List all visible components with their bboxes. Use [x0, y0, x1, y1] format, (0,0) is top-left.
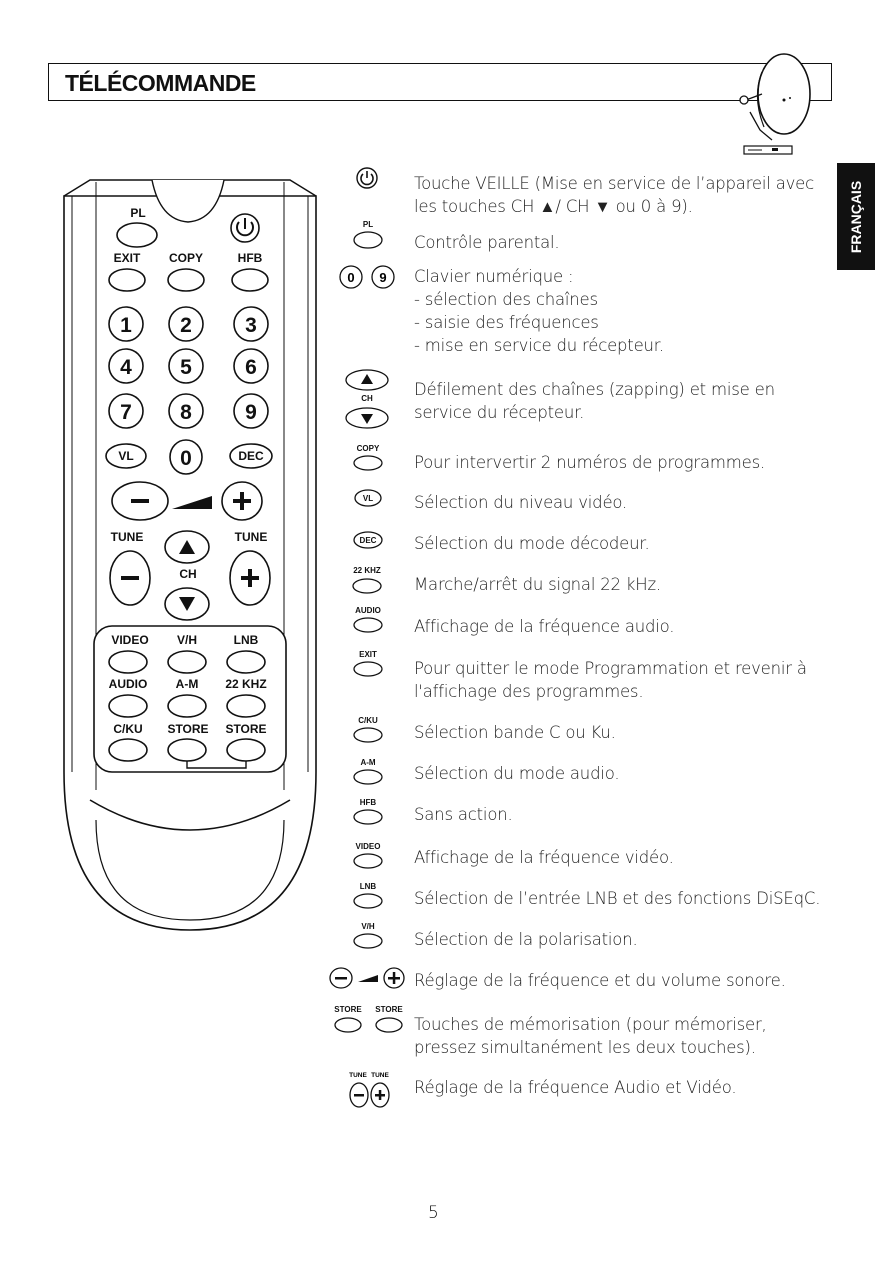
language-tab	[837, 163, 875, 270]
legend-lnb-button	[350, 880, 386, 912]
svg-text:VIDEO: VIDEO	[355, 842, 381, 851]
svg-text:LNB: LNB	[359, 882, 377, 891]
tune-right-label: TUNE	[234, 530, 268, 544]
legend-exit-button	[350, 648, 386, 680]
store-left-button[interactable]	[168, 739, 206, 761]
lnb-button[interactable]	[227, 651, 265, 673]
legend-description: Sans action.	[414, 805, 513, 824]
svg-text:3: 3	[245, 314, 257, 337]
svg-text:CH: CH	[361, 394, 373, 403]
legend-description: Réglage de la fréquence et du volume sonore.	[414, 971, 786, 990]
page-number: 5	[428, 1203, 439, 1223]
svg-text:9: 9	[245, 401, 257, 424]
legend-hfb-button	[350, 796, 386, 828]
digit-7-button[interactable]	[109, 394, 143, 428]
legend-audio-button	[350, 604, 386, 636]
cku-label: C/KU	[113, 722, 143, 736]
svg-text:TUNE: TUNE	[371, 1072, 389, 1079]
22khz-button[interactable]	[227, 695, 265, 717]
svg-text:STORE: STORE	[334, 1005, 362, 1014]
hfb-button[interactable]	[232, 269, 268, 291]
svg-text:VL: VL	[362, 494, 374, 503]
svg-text:2: 2	[180, 314, 192, 337]
svg-text:9: 9	[379, 270, 387, 285]
svg-text:C/KU: C/KU	[358, 716, 378, 725]
store-right-label: STORE	[225, 722, 267, 736]
svg-text:EXIT: EXIT	[359, 650, 377, 659]
22khz-label: 22 KHZ	[225, 677, 267, 691]
digit-2-button[interactable]	[169, 307, 203, 341]
svg-text:VL: VL	[118, 449, 134, 463]
language-tab-label: FRANÇAIS	[848, 180, 864, 253]
legend-cku-button	[350, 714, 386, 746]
legend-tune-keys	[347, 1069, 393, 1109]
svg-text:HFB: HFB	[359, 798, 377, 807]
svg-text:1: 1	[120, 314, 132, 337]
svg-text:COPY: COPY	[356, 444, 380, 453]
legend-vl-button	[350, 486, 386, 510]
legend-description: Réglage de la fréquence Audio et Vidéo.	[414, 1078, 737, 1097]
title-box	[48, 63, 832, 101]
legend-description: Pour intervertir 2 numéros de programmes.	[414, 453, 766, 472]
tune-left-label: TUNE	[110, 530, 144, 544]
satellite-dish-illustration	[732, 52, 812, 164]
exit-button[interactable]	[109, 269, 145, 291]
legend-description: Pour quitter le mode Programmation et revenir à l'affichage des programmes.	[414, 659, 807, 701]
svg-text:TUNE: TUNE	[349, 1072, 367, 1079]
audio-button[interactable]	[109, 695, 147, 717]
ch-label: CH	[179, 567, 197, 581]
am-label: A-M	[175, 677, 199, 691]
svg-text:8: 8	[180, 401, 192, 424]
tune-up-button[interactable]	[230, 551, 270, 605]
legend-description: Sélection bande C ou Ku.	[414, 723, 616, 742]
svg-text:4: 4	[120, 356, 132, 379]
svg-text:7: 7	[120, 401, 132, 424]
volume-up-button[interactable]	[222, 482, 262, 520]
legend-vh-button	[350, 920, 386, 952]
pl-button[interactable]	[117, 223, 157, 247]
legend-description: Défilement des chaînes (zapping) et mise en service du récepteur.	[414, 380, 775, 422]
svg-text:AUDIO: AUDIO	[355, 606, 381, 615]
pl-label: PL	[130, 206, 146, 220]
digit-4-button[interactable]	[109, 349, 143, 383]
svg-text:DEC: DEC	[238, 449, 264, 463]
legend-description: Sélection du mode audio.	[414, 764, 620, 783]
video-button[interactable]	[109, 651, 147, 673]
legend-description: Touche VEILLE (Mise en service de l’appareil avec les touches CH ▲/ CH ▼ ou 0 à 9).	[414, 174, 814, 216]
legend-description: Sélection de la polarisation.	[414, 930, 638, 949]
legend-dec-button	[350, 528, 386, 552]
legend-description: Sélection de l’entrée LNB et des fonctions DiSEqC.	[414, 889, 821, 908]
tune-down-button[interactable]	[110, 551, 150, 605]
legend-description: Touches de mémorisation (pour mémoriser, pressez simultanément les deux touches).	[414, 1015, 767, 1057]
digit-1-button[interactable]	[109, 307, 143, 341]
legend-ch-buttons	[343, 368, 391, 432]
lnb-label: LNB	[233, 633, 259, 647]
legend-description: Contrôle parental.	[414, 233, 560, 252]
hfb-label: HFB	[237, 251, 263, 265]
store-right-button[interactable]	[227, 739, 265, 761]
digit-8-button[interactable]	[169, 394, 203, 428]
ch-up-button[interactable]	[165, 531, 209, 563]
legend-video-button	[350, 840, 386, 872]
legend-description: Sélection du mode décodeur.	[414, 534, 650, 553]
audio-label: AUDIO	[108, 677, 148, 691]
copy-button[interactable]	[168, 269, 204, 291]
svg-text:0: 0	[347, 270, 355, 285]
svg-text:A-M: A-M	[360, 758, 376, 767]
legend-22khz-button	[349, 564, 385, 598]
legend-description: Affichage de la fréquence audio.	[414, 617, 675, 636]
power-button[interactable]	[231, 214, 259, 242]
legend-description: Affichage de la fréquence vidéo.	[414, 848, 674, 867]
volume-down-button[interactable]	[112, 482, 168, 520]
am-button[interactable]	[168, 695, 206, 717]
cku-button[interactable]	[109, 739, 147, 761]
store-left-label: STORE	[167, 722, 209, 736]
svg-text:STORE: STORE	[375, 1005, 403, 1014]
vl-button[interactable]	[106, 444, 146, 468]
legend-description: Sélection du niveau vidéo.	[414, 493, 628, 512]
vh-label: V/H	[176, 633, 198, 647]
ch-down-button[interactable]	[165, 588, 209, 620]
digit-6-button[interactable]	[234, 349, 268, 383]
digit-0-button[interactable]	[170, 440, 202, 474]
legend-power-icon	[355, 166, 379, 190]
digit-3-button[interactable]	[234, 307, 268, 341]
exit-label: EXIT	[113, 251, 141, 265]
dec-button[interactable]	[230, 444, 272, 468]
legend-description: Marche/arrêt du signal 22 kHz.	[414, 575, 661, 594]
svg-text:0: 0	[180, 447, 192, 470]
digit-5-button[interactable]	[169, 349, 203, 383]
svg-text:PL: PL	[362, 220, 374, 229]
remote-control-diagram	[60, 160, 320, 940]
legend-am-button	[350, 756, 386, 788]
svg-text:6: 6	[245, 356, 257, 379]
legend-pl-button	[350, 218, 386, 252]
legend-description: Clavier numérique : - sélection des chaînes - saisie des fréquences - mise en service du récepteur.	[414, 267, 664, 355]
minus-icon	[131, 499, 149, 503]
minus-icon	[121, 576, 139, 580]
svg-text:DEC: DEC	[359, 536, 377, 545]
svg-text:V/H: V/H	[361, 922, 375, 931]
video-label: VIDEO	[111, 633, 149, 647]
legend-volume-keys	[328, 966, 408, 990]
legend-store-keys	[332, 1003, 406, 1037]
svg-text:22 KHZ: 22 KHZ	[353, 566, 381, 575]
page-title: TÉLÉCOMMANDE	[65, 70, 256, 96]
digit-9-button[interactable]	[234, 394, 268, 428]
legend-copy-button	[350, 442, 386, 474]
vh-button[interactable]	[168, 651, 206, 673]
svg-text:5: 5	[180, 356, 192, 379]
legend-digit-keys	[338, 264, 398, 290]
copy-label: COPY	[168, 251, 204, 265]
